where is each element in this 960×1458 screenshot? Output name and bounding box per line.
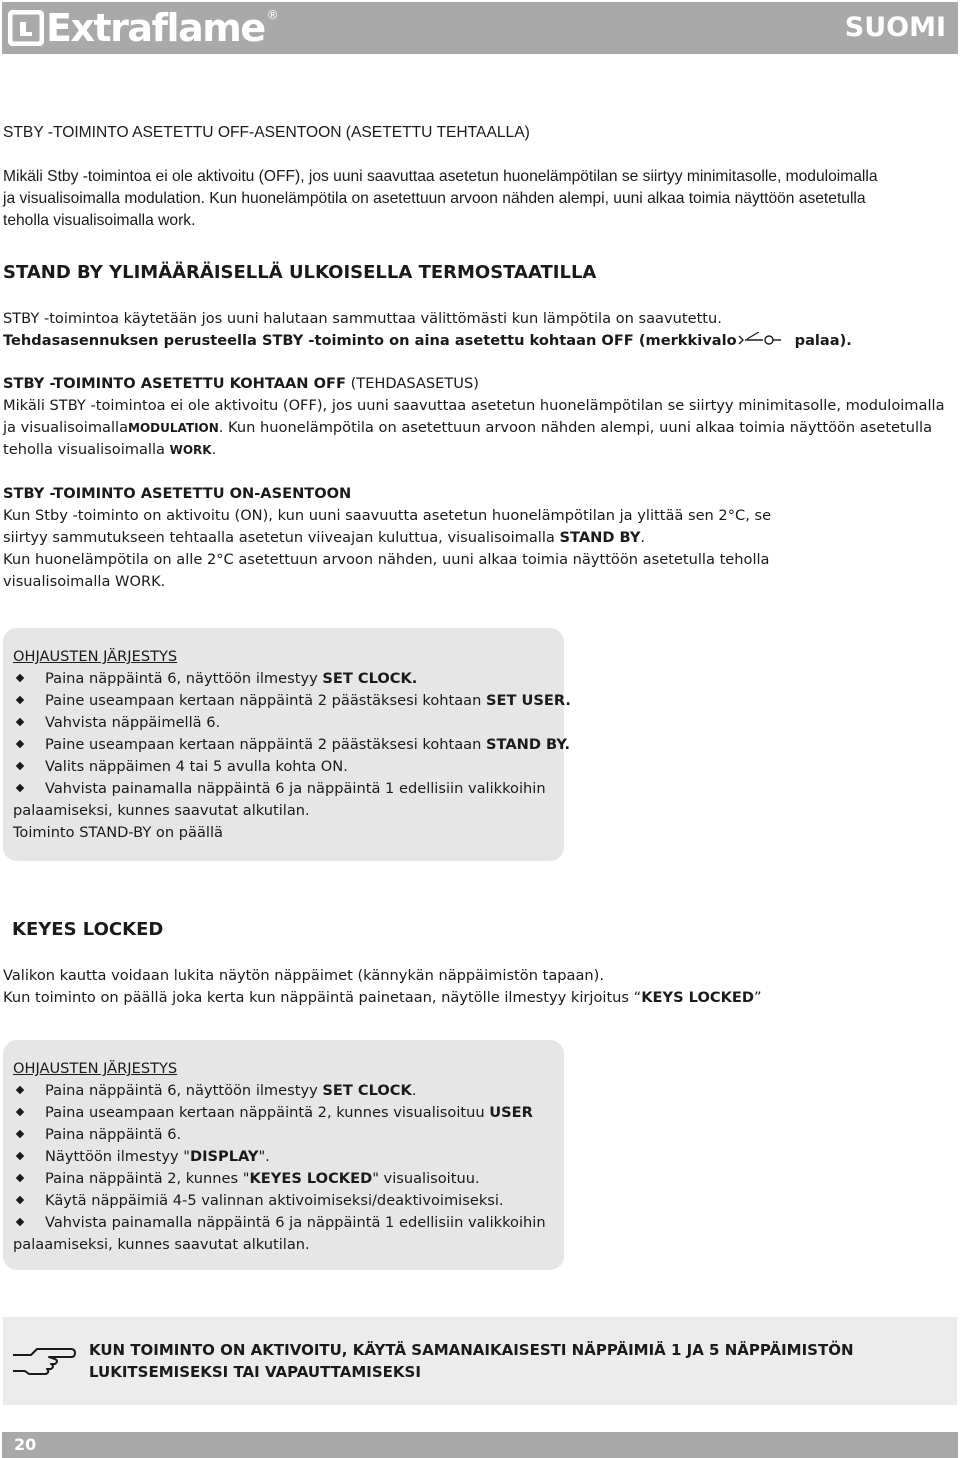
section-heading: STBY -TOIMINTO ASETETTU OFF-ASENTOON (ASETETTU TEHTAALLA) bbox=[3, 124, 530, 141]
item-text: Vahvista näppäimellä 6. bbox=[45, 714, 221, 731]
paragraph-line: Mikäli STBY -toimintoa ei ole aktivoitu (OFF), jos uuni saavuttaa asetetun huonelämpötilan se siirtyy minimitasolle, moduloimalla bbox=[3, 397, 945, 414]
list-item bbox=[13, 1190, 558, 1212]
paragraph-line: Kun Stby -toiminto on aktivoitu (ON), kun uuni saavuutta asetetun huonelämpötilan ja ylittää sen 2°C, se bbox=[3, 507, 772, 524]
diamond-bullet-icon bbox=[16, 1130, 24, 1138]
item-text: Paine useampaan kertaan näppäintä 2 päästäksesi kohtaan bbox=[45, 692, 486, 709]
procedure-box bbox=[3, 1040, 564, 1270]
inline-text: . Kun huonelämpötila on asetettuun arvoon nähden alempi, uuni alkaa toimia näyttöön asetetulla bbox=[218, 419, 933, 436]
flame-logo-icon bbox=[8, 10, 44, 46]
procedure-list bbox=[13, 646, 571, 844]
list-item-continuation: palaamiseksi, kunnes saavutat alkutilan. bbox=[13, 802, 310, 819]
list-item bbox=[13, 1212, 558, 1234]
diamond-bullet-icon bbox=[16, 696, 24, 704]
item-bold: KEYES LOCKED bbox=[249, 1170, 373, 1187]
inline-text: Tehdasasennuksen perusteella STBY -toiminto on aina asetettu kohtaan OFF (merkkivalo bbox=[3, 332, 737, 349]
item-text: Paina näppäintä 6, näyttöön ilmestyy bbox=[45, 670, 323, 687]
procedure-box bbox=[3, 628, 571, 861]
item-text: Paina näppäintä 6, näyttöön ilmestyy bbox=[45, 1082, 323, 1099]
diamond-bullet-icon bbox=[16, 1218, 24, 1226]
item-text: Paina näppäintä 6. bbox=[45, 1126, 182, 1143]
page-number: 20 bbox=[14, 1435, 37, 1454]
diamond-bullet-icon bbox=[16, 1152, 24, 1160]
paragraph-line: visualisoimalla WORK. bbox=[3, 573, 166, 590]
list-item bbox=[13, 1146, 558, 1168]
pointing-hand-icon bbox=[11, 1341, 77, 1381]
note-line: KUN TOIMINTO ON AKTIVOITU, KÄYTÄ SAMANAIKAISESTI NÄPPÄIMIÄ 1 JA 5 NÄPPÄIMISTÖN bbox=[89, 1341, 854, 1359]
inline-bold: WORK bbox=[169, 443, 212, 457]
item-text: Paina näppäintä 2, kunnes " bbox=[45, 1170, 250, 1187]
subsection-heading bbox=[3, 373, 957, 395]
item-bold: STAND BY. bbox=[486, 736, 571, 753]
page-footer bbox=[2, 1432, 958, 1458]
procedure-list bbox=[13, 1058, 558, 1256]
paragraph-line: Valikon kautta voidaan lukita näytön näppäimet (kännykän näppäimistön tapaan). bbox=[3, 967, 604, 984]
procedure-title: OHJAUSTEN JÄRJESTYS bbox=[13, 1060, 178, 1077]
item-text: Valits näppäimen 4 tai 5 avulla kohta ON. bbox=[45, 758, 348, 775]
list-item bbox=[13, 1124, 558, 1146]
procedure-title: OHJAUSTEN JÄRJESTYS bbox=[13, 648, 178, 665]
diamond-bullet-icon bbox=[16, 1108, 24, 1116]
inline-text: siirtyy sammutukseen tehtaalla asetetun viiveajan kuluttua, visualisoimalla bbox=[3, 529, 560, 546]
list-item bbox=[13, 712, 558, 734]
inline-bold: MODULATION bbox=[128, 421, 219, 435]
paragraph-line bbox=[3, 330, 957, 352]
inline-text: ” bbox=[753, 989, 762, 1006]
item-text: Näyttöön ilmestyy " bbox=[45, 1148, 190, 1165]
list-item bbox=[13, 668, 558, 690]
inline-text: . bbox=[640, 529, 646, 546]
list-item bbox=[13, 1168, 558, 1190]
item-after: ". bbox=[258, 1148, 270, 1165]
item-text: Käytä näppäimiä 4-5 valinnan aktivoimiseksi/deaktivoimiseksi. bbox=[45, 1192, 504, 1209]
paragraph-line bbox=[3, 417, 957, 439]
paragraph-line bbox=[3, 527, 957, 549]
diamond-bullet-icon bbox=[16, 762, 24, 770]
diamond-bullet-icon bbox=[16, 1196, 24, 1204]
item-after: . bbox=[411, 1082, 417, 1099]
item-text: Paine useampaan kertaan näppäintä 2 päästäksesi kohtaan bbox=[45, 736, 486, 753]
note-box bbox=[3, 1317, 957, 1405]
language-label: SUOMI bbox=[844, 12, 946, 43]
paragraph-line bbox=[3, 987, 957, 1009]
item-bold: SET CLOCK. bbox=[322, 670, 418, 687]
diamond-bullet-icon bbox=[16, 1086, 24, 1094]
brand-name: Extraflame bbox=[46, 6, 265, 50]
item-bold: SET CLOCK bbox=[322, 1082, 412, 1099]
list-item bbox=[13, 778, 558, 800]
item-bold: SET USER. bbox=[486, 692, 571, 709]
item-bold: DISPLAY bbox=[189, 1148, 259, 1165]
registered-mark: ® bbox=[266, 8, 279, 22]
heading-bold: STBY -TOIMINTO ASETETTU KOHTAAN OFF bbox=[3, 375, 346, 392]
list-item bbox=[13, 734, 571, 756]
section-heading: KEYES LOCKED bbox=[12, 919, 164, 940]
list-item bbox=[13, 690, 571, 712]
inline-text: teholla visualisoimalla bbox=[3, 441, 170, 458]
inline-text: . bbox=[211, 441, 217, 458]
inline-text: ja visualisoimalla bbox=[3, 419, 129, 436]
diamond-bullet-icon bbox=[16, 784, 24, 792]
paragraph-line: ja visualisoimalla modulation. Kun huonelämpötila on asetettuun arvoon nähden alempi, uuni alkaa toimia näyttöön asetetulla bbox=[3, 190, 866, 207]
list-item bbox=[13, 1080, 558, 1102]
heading-rest: (TEHDASASETUS) bbox=[345, 375, 479, 392]
inline-bold: STAND BY bbox=[559, 529, 641, 546]
diamond-bullet-icon bbox=[16, 740, 24, 748]
list-item bbox=[13, 756, 558, 778]
paragraph-line: Kun huonelämpötila on alle 2°C asetettuun arvoon nähden, uuni alkaa toimia näyttöön asetetulla teholla bbox=[3, 551, 770, 568]
note-line: LUKITSEMISEKSI TAI VAPAUTTAMISEKSI bbox=[89, 1363, 421, 1381]
list-item-continuation: palaamiseksi, kunnes saavutat alkutilan. bbox=[13, 1236, 310, 1253]
paragraph-line: teholla visualisoimalla work. bbox=[3, 212, 196, 229]
paragraph-line: STBY -toimintoa käytetään jos uuni halutaan sammuttaa välittömästi kun lämpötila on saavutettu. bbox=[3, 310, 722, 327]
item-after: " visualisoituu. bbox=[372, 1170, 480, 1187]
note-text bbox=[89, 1339, 949, 1383]
inline-text: Kun toiminto on päällä joka kerta kun näppäintä painetaan, näytölle ilmestyy kirjoitus “ bbox=[3, 989, 642, 1006]
inline-bold: KEYS LOCKED bbox=[641, 989, 754, 1006]
paragraph-line bbox=[3, 439, 957, 461]
subsection-heading: STBY -TOIMINTO ASETETTU ON-ASENTOON bbox=[3, 485, 352, 502]
inline-text: palaa). bbox=[794, 332, 852, 349]
paragraph-line: Mikäli Stby -toimintoa ei ole aktivoitu (OFF), jos uuni saavuttaa asetetun huonelämpötilan se siirtyy minimitasolle, moduloimalla bbox=[3, 168, 878, 185]
section-heading: STAND BY YLIMÄÄRÄISELLÄ ULKOISELLA TERMOSTAATILLA bbox=[3, 262, 597, 283]
procedure-result: Toiminto STAND-BY on päällä bbox=[13, 824, 223, 841]
diamond-bullet-icon bbox=[16, 718, 24, 726]
diamond-bullet-icon bbox=[16, 1174, 24, 1182]
brand-logo bbox=[8, 8, 279, 48]
list-item bbox=[13, 1102, 558, 1124]
item-text: Vahvista painamalla näppäintä 6 ja näppäintä 1 edellisiin valikkoihin bbox=[45, 1214, 546, 1231]
page-header bbox=[2, 2, 958, 54]
diamond-bullet-icon bbox=[16, 674, 24, 682]
item-text: Vahvista painamalla näppäintä 6 ja näppäintä 1 edellisiin valikkoihin bbox=[45, 780, 546, 797]
item-text: Paina useampaan kertaan näppäintä 2, kunnes visualisoituu bbox=[45, 1104, 490, 1121]
led-indicator-icon bbox=[737, 332, 795, 348]
item-bold: USER bbox=[489, 1104, 533, 1121]
